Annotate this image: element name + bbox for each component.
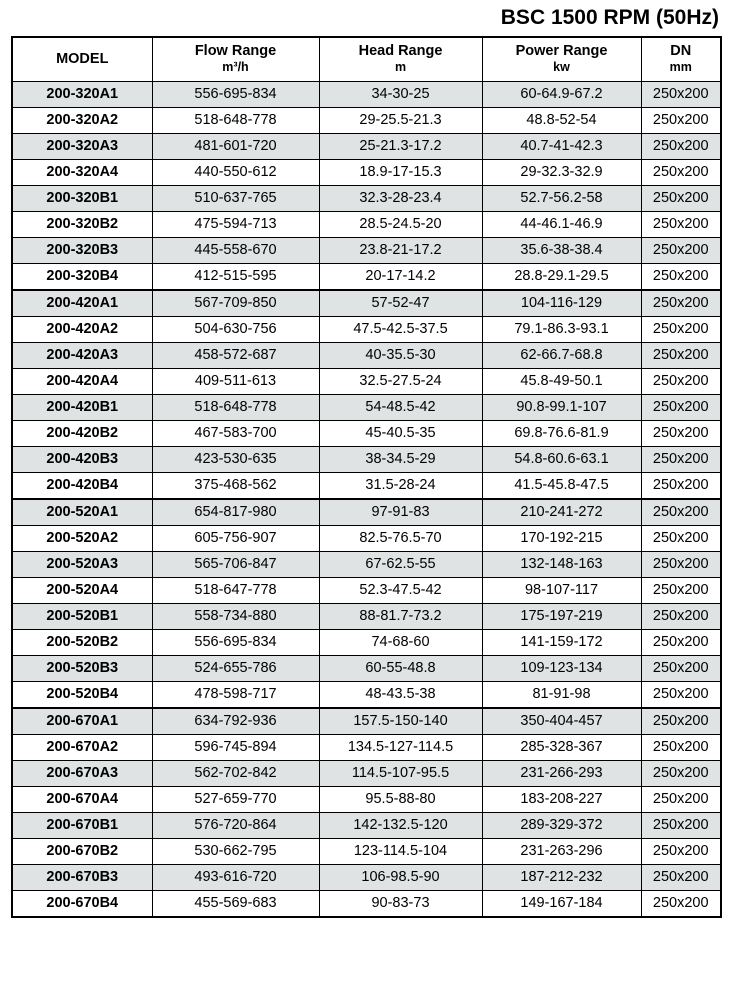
cell-dn: 250x200 (641, 839, 721, 865)
column-header-flow-range-label: Flow Range (194, 43, 277, 59)
cell-model: 200-320B3 (12, 238, 152, 264)
table-row (12, 604, 721, 630)
column-header-power-range (482, 37, 641, 82)
cell-flow-range: 467-583-700 (152, 421, 319, 447)
cell-power-range: 350-404-457 (482, 708, 641, 735)
cell-flow-range: 475-594-713 (152, 212, 319, 238)
table-row (12, 421, 721, 447)
cell-flow-range: 576-720-864 (152, 813, 319, 839)
cell-power-range: 109-123-134 (482, 656, 641, 682)
cell-head-range: 40-35.5-30 (319, 343, 482, 369)
table-row (12, 656, 721, 682)
cell-power-range: 29-32.3-32.9 (482, 160, 641, 186)
cell-dn: 250x200 (641, 343, 721, 369)
table-header (12, 37, 721, 82)
cell-model: 200-670B1 (12, 813, 152, 839)
cell-power-range: 132-148-163 (482, 552, 641, 578)
cell-power-range: 40.7-41-42.3 (482, 134, 641, 160)
cell-power-range: 44-46.1-46.9 (482, 212, 641, 238)
table-row (12, 735, 721, 761)
cell-dn: 250x200 (641, 787, 721, 813)
cell-model: 200-670A4 (12, 787, 152, 813)
cell-head-range: 142-132.5-120 (319, 813, 482, 839)
cell-power-range: 28.8-29.1-29.5 (482, 264, 641, 291)
cell-flow-range: 518-647-778 (152, 578, 319, 604)
cell-dn: 250x200 (641, 604, 721, 630)
cell-power-range: 62-66.7-68.8 (482, 343, 641, 369)
cell-head-range: 45-40.5-35 (319, 421, 482, 447)
cell-model: 200-320A4 (12, 160, 152, 186)
table-body (12, 82, 721, 918)
cell-head-range: 67-62.5-55 (319, 552, 482, 578)
cell-flow-range: 375-468-562 (152, 473, 319, 500)
cell-dn: 250x200 (641, 369, 721, 395)
cell-dn: 250x200 (641, 499, 721, 526)
column-header-power-range-unit: kw (553, 60, 570, 74)
cell-flow-range: 556-695-834 (152, 82, 319, 108)
table-row (12, 395, 721, 421)
cell-head-range: 29-25.5-21.3 (319, 108, 482, 134)
cell-model: 200-320A3 (12, 134, 152, 160)
cell-head-range: 38-34.5-29 (319, 447, 482, 473)
cell-head-range: 20-17-14.2 (319, 264, 482, 291)
table-row (12, 839, 721, 865)
cell-model: 200-520A3 (12, 552, 152, 578)
cell-power-range: 289-329-372 (482, 813, 641, 839)
cell-model: 200-520B2 (12, 630, 152, 656)
cell-flow-range: 458-572-687 (152, 343, 319, 369)
cell-head-range: 82.5-76.5-70 (319, 526, 482, 552)
cell-model: 200-420B3 (12, 447, 152, 473)
cell-flow-range: 510-637-765 (152, 186, 319, 212)
cell-model: 200-670B2 (12, 839, 152, 865)
cell-head-range: 28.5-24.5-20 (319, 212, 482, 238)
cell-model: 200-320B2 (12, 212, 152, 238)
cell-power-range: 149-167-184 (482, 891, 641, 918)
cell-flow-range: 530-662-795 (152, 839, 319, 865)
cell-flow-range: 440-550-612 (152, 160, 319, 186)
cell-power-range: 141-159-172 (482, 630, 641, 656)
cell-head-range: 57-52-47 (319, 290, 482, 317)
cell-power-range: 183-208-227 (482, 787, 641, 813)
cell-power-range: 54.8-60.6-63.1 (482, 447, 641, 473)
cell-head-range: 97-91-83 (319, 499, 482, 526)
table-row (12, 447, 721, 473)
cell-model: 200-420A2 (12, 317, 152, 343)
table-row (12, 708, 721, 735)
cell-model: 200-420A3 (12, 343, 152, 369)
cell-dn: 250x200 (641, 212, 721, 238)
cell-dn: 250x200 (641, 682, 721, 709)
cell-head-range: 88-81.7-73.2 (319, 604, 482, 630)
cell-dn: 250x200 (641, 813, 721, 839)
cell-flow-range: 478-598-717 (152, 682, 319, 709)
cell-dn: 250x200 (641, 656, 721, 682)
column-header-flow-range (152, 37, 319, 82)
cell-power-range: 231-266-293 (482, 761, 641, 787)
cell-model: 200-520A1 (12, 499, 152, 526)
cell-model: 200-670A3 (12, 761, 152, 787)
cell-flow-range: 596-745-894 (152, 735, 319, 761)
cell-flow-range: 445-558-670 (152, 238, 319, 264)
cell-power-range: 175-197-219 (482, 604, 641, 630)
table-row (12, 891, 721, 918)
cell-head-range: 74-68-60 (319, 630, 482, 656)
table-row (12, 238, 721, 264)
cell-dn: 250x200 (641, 186, 721, 212)
cell-model: 200-320B1 (12, 186, 152, 212)
cell-power-range: 52.7-56.2-58 (482, 186, 641, 212)
cell-model: 200-420B1 (12, 395, 152, 421)
cell-dn: 250x200 (641, 290, 721, 317)
table-row (12, 108, 721, 134)
cell-power-range: 170-192-215 (482, 526, 641, 552)
cell-dn: 250x200 (641, 264, 721, 291)
cell-head-range: 31.5-28-24 (319, 473, 482, 500)
cell-head-range: 106-98.5-90 (319, 865, 482, 891)
table-row (12, 787, 721, 813)
cell-head-range: 32.5-27.5-24 (319, 369, 482, 395)
cell-flow-range: 562-702-842 (152, 761, 319, 787)
cell-model: 200-420A4 (12, 369, 152, 395)
table-row (12, 186, 721, 212)
cell-power-range: 231-263-296 (482, 839, 641, 865)
column-header-model-label: MODEL (56, 50, 109, 67)
table-row (12, 134, 721, 160)
cell-flow-range: 481-601-720 (152, 134, 319, 160)
cell-power-range: 69.8-76.6-81.9 (482, 421, 641, 447)
cell-power-range: 98-107-117 (482, 578, 641, 604)
table-row (12, 526, 721, 552)
cell-power-range: 81-91-98 (482, 682, 641, 709)
cell-dn: 250x200 (641, 421, 721, 447)
table-row (12, 369, 721, 395)
cell-flow-range: 409-511-613 (152, 369, 319, 395)
table-row (12, 82, 721, 108)
cell-dn: 250x200 (641, 891, 721, 918)
table-row (12, 160, 721, 186)
table-row (12, 682, 721, 709)
cell-head-range: 90-83-73 (319, 891, 482, 918)
table-row (12, 761, 721, 787)
table-row (12, 552, 721, 578)
cell-flow-range: 605-756-907 (152, 526, 319, 552)
cell-model: 200-320B4 (12, 264, 152, 291)
table-row (12, 264, 721, 291)
cell-flow-range: 518-648-778 (152, 108, 319, 134)
cell-flow-range: 556-695-834 (152, 630, 319, 656)
cell-power-range: 60-64.9-67.2 (482, 82, 641, 108)
cell-dn: 250x200 (641, 108, 721, 134)
cell-flow-range: 654-817-980 (152, 499, 319, 526)
cell-model: 200-520A4 (12, 578, 152, 604)
cell-power-range: 79.1-86.3-93.1 (482, 317, 641, 343)
cell-power-range: 35.6-38-38.4 (482, 238, 641, 264)
cell-head-range: 32.3-28-23.4 (319, 186, 482, 212)
cell-flow-range: 558-734-880 (152, 604, 319, 630)
column-header-flow-range-unit: m³/h (222, 60, 249, 74)
column-header-head-range (319, 37, 482, 82)
cell-dn: 250x200 (641, 708, 721, 735)
cell-dn: 250x200 (641, 630, 721, 656)
cell-power-range: 45.8-49-50.1 (482, 369, 641, 395)
cell-model: 200-420B2 (12, 421, 152, 447)
cell-dn: 250x200 (641, 473, 721, 500)
cell-head-range: 60-55-48.8 (319, 656, 482, 682)
cell-dn: 250x200 (641, 865, 721, 891)
cell-model: 200-520B1 (12, 604, 152, 630)
column-header-power-range-label: Power Range (515, 43, 608, 59)
cell-model: 200-520A2 (12, 526, 152, 552)
cell-dn: 250x200 (641, 395, 721, 421)
cell-model: 200-670B3 (12, 865, 152, 891)
cell-head-range: 18.9-17-15.3 (319, 160, 482, 186)
table-row (12, 499, 721, 526)
page-title: BSC 1500 RPM (50Hz) (500, 6, 719, 29)
cell-power-range: 104-116-129 (482, 290, 641, 317)
cell-head-range: 123-114.5-104 (319, 839, 482, 865)
cell-head-range: 95.5-88-80 (319, 787, 482, 813)
cell-model: 200-520B4 (12, 682, 152, 709)
table-row (12, 343, 721, 369)
cell-power-range: 90.8-99.1-107 (482, 395, 641, 421)
cell-head-range: 23.8-21-17.2 (319, 238, 482, 264)
cell-dn: 250x200 (641, 317, 721, 343)
cell-model: 200-670B4 (12, 891, 152, 918)
cell-flow-range: 423-530-635 (152, 447, 319, 473)
table-row (12, 813, 721, 839)
cell-model: 200-520B3 (12, 656, 152, 682)
cell-flow-range: 412-515-595 (152, 264, 319, 291)
cell-model: 200-420B4 (12, 473, 152, 500)
cell-flow-range: 504-630-756 (152, 317, 319, 343)
cell-dn: 250x200 (641, 82, 721, 108)
table-row (12, 865, 721, 891)
cell-power-range: 187-212-232 (482, 865, 641, 891)
cell-model: 200-420A1 (12, 290, 152, 317)
cell-head-range: 25-21.3-17.2 (319, 134, 482, 160)
column-header-dn (641, 37, 721, 82)
cell-dn: 250x200 (641, 761, 721, 787)
table-header-row (12, 37, 721, 82)
column-header-head-range-label: Head Range (358, 43, 443, 59)
column-header-dn-unit: mm (669, 60, 692, 74)
cell-head-range: 157.5-150-140 (319, 708, 482, 735)
column-header-model (12, 37, 152, 82)
cell-flow-range: 518-648-778 (152, 395, 319, 421)
table-row (12, 578, 721, 604)
cell-dn: 250x200 (641, 238, 721, 264)
cell-head-range: 47.5-42.5-37.5 (319, 317, 482, 343)
cell-head-range: 54-48.5-42 (319, 395, 482, 421)
cell-flow-range: 634-792-936 (152, 708, 319, 735)
cell-flow-range: 455-569-683 (152, 891, 319, 918)
cell-head-range: 52.3-47.5-42 (319, 578, 482, 604)
cell-dn: 250x200 (641, 526, 721, 552)
cell-power-range: 210-241-272 (482, 499, 641, 526)
cell-head-range: 114.5-107-95.5 (319, 761, 482, 787)
cell-model: 200-670A2 (12, 735, 152, 761)
table-row (12, 630, 721, 656)
cell-dn: 250x200 (641, 735, 721, 761)
cell-flow-range: 524-655-786 (152, 656, 319, 682)
table-row (12, 317, 721, 343)
cell-dn: 250x200 (641, 552, 721, 578)
cell-model: 200-320A1 (12, 82, 152, 108)
column-header-dn-label: DN (670, 43, 692, 59)
cell-flow-range: 565-706-847 (152, 552, 319, 578)
cell-flow-range: 567-709-850 (152, 290, 319, 317)
cell-power-range: 41.5-45.8-47.5 (482, 473, 641, 500)
cell-dn: 250x200 (641, 134, 721, 160)
cell-model: 200-670A1 (12, 708, 152, 735)
cell-head-range: 34-30-25 (319, 82, 482, 108)
cell-dn: 250x200 (641, 160, 721, 186)
cell-dn: 250x200 (641, 447, 721, 473)
cell-model: 200-320A2 (12, 108, 152, 134)
pump-specification-table (11, 36, 722, 918)
cell-power-range: 285-328-367 (482, 735, 641, 761)
cell-flow-range: 493-616-720 (152, 865, 319, 891)
table-row (12, 212, 721, 238)
table-row (12, 473, 721, 500)
cell-flow-range: 527-659-770 (152, 787, 319, 813)
cell-head-range: 48-43.5-38 (319, 682, 482, 709)
column-header-head-range-unit: m (394, 60, 407, 74)
table-row (12, 290, 721, 317)
cell-dn: 250x200 (641, 578, 721, 604)
cell-head-range: 134.5-127-114.5 (319, 735, 482, 761)
cell-power-range: 48.8-52-54 (482, 108, 641, 134)
